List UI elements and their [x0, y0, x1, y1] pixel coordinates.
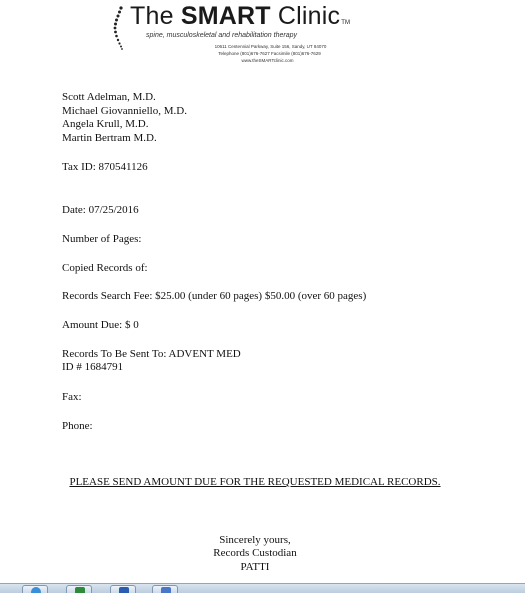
amount-due-field: Amount Due: $ 0 [62, 319, 139, 331]
search-fee-field: Records Search Fee: $25.00 (under 60 pages) $50.00 (over 60 pages) [62, 290, 367, 302]
clinic-website: www.theSMARTclinic.com [241, 58, 294, 63]
payment-notice: PLEASE SEND AMOUNT DUE FOR THE REQUESTED MEDICAL RECORDS. [69, 476, 441, 488]
doctor-name: Martin Bertram M.D. [62, 131, 157, 144]
clinic-logo-name [130, 2, 350, 31]
word-icon [119, 587, 129, 593]
signer-name: PATTI [240, 560, 270, 573]
tax-id: Tax ID: 870541126 [62, 161, 148, 173]
doctor-name: Angela Krull, M.D. [62, 118, 149, 131]
spreadsheet-icon [75, 587, 85, 593]
closing-line: Sincerely yours, [219, 534, 291, 546]
signer-title: Records Custodian [213, 547, 297, 560]
clinic-phone-fax: Telephone (801)676-7627 Facsimile (801)676-7629 [218, 51, 321, 56]
logo-name-bold: SMART [180, 2, 271, 30]
doctor-name: Michael Giovanniello, M.D. [62, 104, 187, 117]
logo-name-suffix: Clinic [270, 2, 341, 30]
document-icon [161, 587, 171, 593]
taskbar-button-browser[interactable] [22, 585, 48, 593]
browser-icon [31, 587, 41, 593]
trademark-mark: TM [341, 20, 351, 26]
number-of-pages-field: Number of Pages: [62, 233, 142, 245]
fax-field: Fax: [62, 391, 82, 403]
taskbar-button-word[interactable] [110, 585, 136, 593]
id-number-field: ID # 1684791 [62, 361, 124, 373]
doctor-name: Scott Adelman, M.D. [62, 91, 156, 103]
clinic-tagline: spine, musculoskeletal and rehabilitation therapy [146, 32, 297, 39]
taskbar-button-document[interactable] [152, 585, 178, 593]
signoff-block [62, 534, 448, 574]
copied-records-field: Copied Records of: [62, 262, 148, 274]
logo-name-prefix: The [130, 2, 181, 30]
clinic-address: 10611 Centennial Parkway, Suite 156, Sandy, UT 84070 [214, 44, 327, 49]
records-sent-to-field: Records To Be Sent To: ADVENT MED [62, 348, 241, 360]
date-field: Date: 07/25/2016 [62, 204, 139, 216]
doctor-list [62, 91, 187, 145]
taskbar-button-spreadsheet[interactable] [66, 585, 92, 593]
phone-field: Phone: [62, 420, 93, 432]
taskbar [0, 583, 525, 593]
